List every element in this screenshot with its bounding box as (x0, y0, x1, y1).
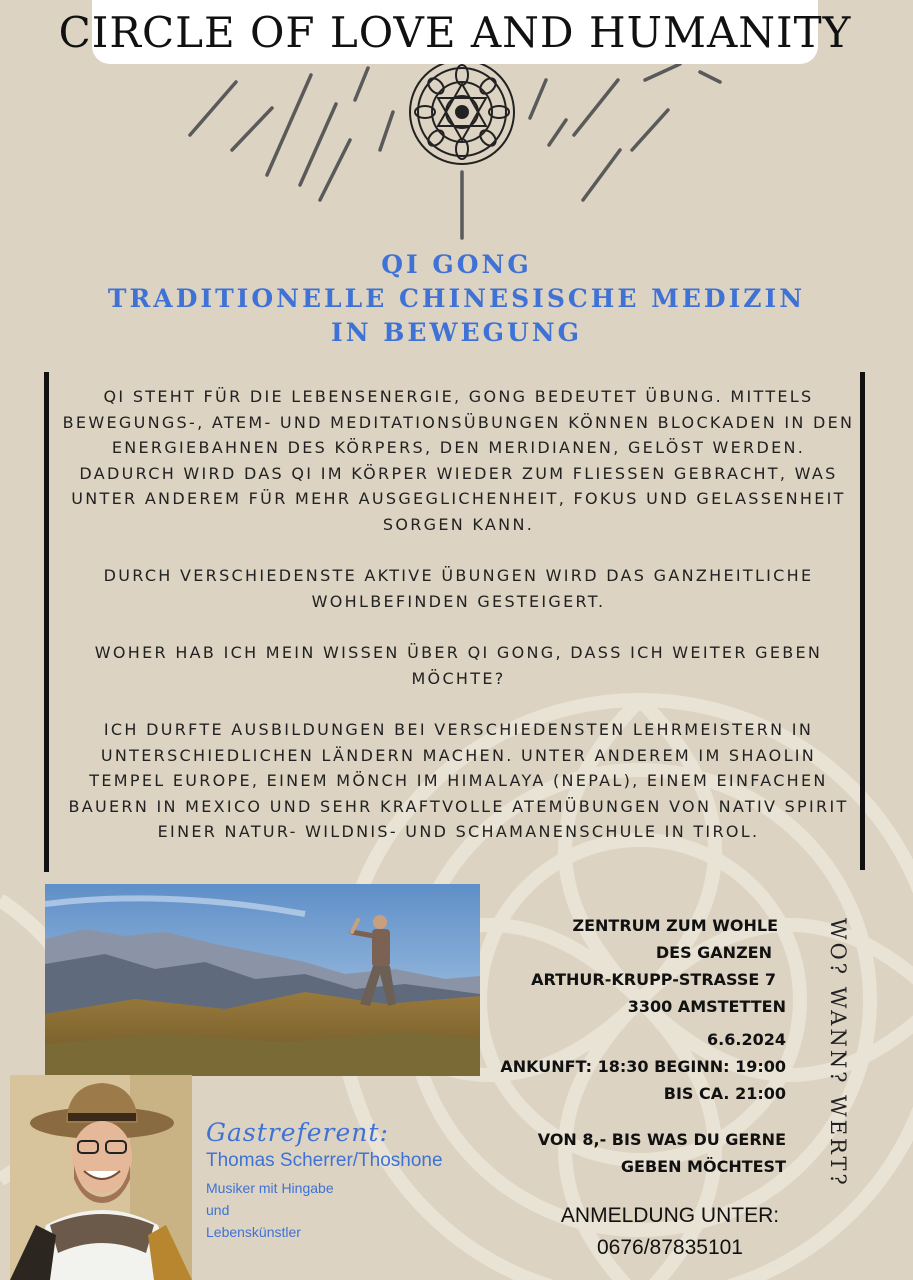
headline-line-3: IN BEWEGUNG (331, 318, 582, 347)
mandala-icon (410, 60, 514, 164)
location-line-2: DES GANZEN (655, 943, 772, 962)
headline-line-2: TRADITIONELLE CHINESISCHE MEDIZIN (107, 284, 806, 313)
title-banner (58, 0, 852, 64)
event-date: 6.6.2024 (707, 1030, 786, 1049)
end-time: BIS CA. 21:00 (663, 1084, 786, 1103)
price-block (538, 1126, 786, 1180)
portrait-photo (10, 1075, 192, 1280)
paragraph-3: WOHER HAB ICH MEIN WISSEN ÜBER QI GONG, DASS ICH WEITER GEBEN MÖCHTE? (94, 643, 823, 688)
guest-speaker-description (206, 1177, 334, 1243)
location-line-1: ZENTRUM ZUM WOHLE (572, 916, 778, 935)
guest-speaker-name: Thomas Scherrer/Thoshone (206, 1150, 443, 1171)
paragraph-2: DURCH VERSCHIEDENSTE AKTIVE ÜBUNGEN WIRD DAS GANZHEITLICHE WOHLBEFINDEN GESTEIGERT. (103, 566, 814, 611)
guest-desc-line-1: Musiker mit Hingabe (206, 1180, 334, 1196)
location-line-4: 3300 AMSTETTEN (627, 997, 786, 1016)
guest-speaker-label: Gastreferent: (206, 1118, 389, 1147)
price-line-1: VON 8,- BIS WAS DU GERNE (537, 1130, 786, 1149)
page-title: CIRCLE OF LOVE AND HUMANITY (58, 7, 852, 57)
headline-line-1: QI GONG (381, 250, 532, 279)
location-line-3: ARTHUR-KRUPP-STRASSE 7 (531, 970, 776, 989)
registration-block (520, 1200, 820, 1264)
paragraph-1: QI STEHT FÜR DIE LEBENSENERGIE, GONG BEDEUTET ÜBUNG. MITTELS BEWEGUNGS-, ATEM- UND MEDITATIONSÜBUNGEN KÖNNEN BLOCKADEN IN DEN ENERGIEBAHNEN DES KÖRPERS, DEN MERIDIANEN, GELÖST WERDEN. DADURCH WIRD DAS QI IM KÖRPER WIEDER ZUM FLIESSEN GEBRACHT, WAS UNTER ANDEREM FÜR MEHR AUSGEGLICHENHEIT, FOKUS UND GELASSENHEIT SORGEN KANN. (62, 387, 855, 534)
arrival-start-time: ANKUNFT: 18:30 BEGINN: 19:00 (500, 1057, 786, 1076)
location-block (531, 912, 786, 1020)
headline (40, 248, 873, 350)
right-frame-bar (860, 372, 865, 870)
guest-desc-line-3: Lebenskünstler (206, 1224, 301, 1240)
registration-phone[interactable]: 0676/87835101 (597, 1236, 743, 1259)
mountain-photo (45, 884, 480, 1076)
time-block (500, 1026, 786, 1107)
registration-label: ANMELDUNG UNTER: (560, 1204, 780, 1227)
price-line-2: GEBEN MÖCHTEST (620, 1157, 786, 1176)
description-text (62, 384, 855, 871)
paragraph-4: ICH DURFTE AUSBILDUNGEN BEI VERSCHIEDENSTEN LEHRMEISTERN IN UNTERSCHIEDLICHEN LÄNDERN MACHEN. UNTER ANDEREM IM SHAOLIN TEMPEL EUROPE, EINEM MÖNCH IM HIMALAYA (NEPAL), EINEM EINFACHEN BAUERN IN MEXICO UND SEHR KRAFTVOLLE ATEMÜBUNGEN VON NATIV SPIRIT EINER NATUR- WILDNIS- UND SCHAMANENSCHULE IN TIROL. (68, 720, 849, 841)
side-label: WO? WANN? WERT? (826, 918, 850, 1188)
left-frame-bar (44, 372, 49, 872)
guest-desc-line-2: und (206, 1202, 230, 1218)
